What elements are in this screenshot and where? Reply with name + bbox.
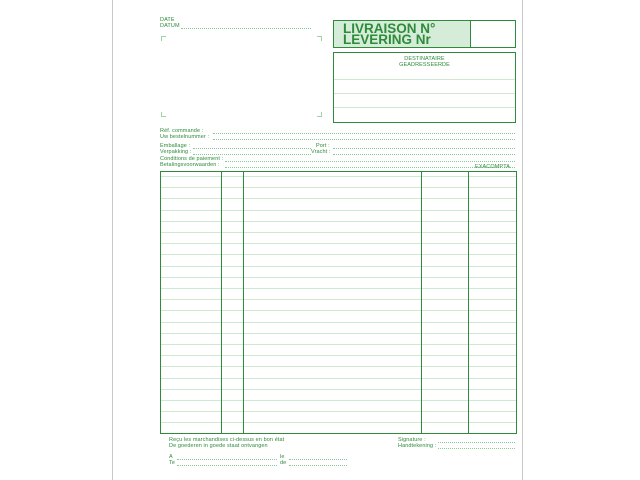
date-line bbox=[289, 459, 347, 460]
corner-mark bbox=[161, 36, 166, 41]
bestelnummer-label: Uw bestelnummer : bbox=[160, 134, 210, 140]
table-rule bbox=[161, 277, 516, 278]
table-rule bbox=[161, 176, 516, 177]
betalings-label: Betalingsvoorwaarden : bbox=[160, 162, 220, 168]
table-rule bbox=[161, 198, 516, 199]
emballage-label: Emballage : bbox=[160, 143, 191, 149]
verpakking-label: Verpakking : bbox=[160, 149, 192, 155]
title-box bbox=[333, 20, 471, 48]
place-line bbox=[177, 465, 277, 466]
date-label: DATE bbox=[160, 17, 175, 23]
table-rule bbox=[161, 378, 516, 379]
signature-line bbox=[438, 442, 515, 443]
de-label: de bbox=[280, 460, 287, 466]
handtekening-label: Handtekening : bbox=[398, 443, 437, 449]
corner-mark bbox=[317, 36, 322, 41]
table-rule bbox=[161, 333, 516, 334]
signature-line bbox=[438, 448, 515, 449]
table-rule bbox=[161, 310, 516, 311]
le-label: le bbox=[280, 454, 285, 460]
vracht-label: Vracht : bbox=[311, 149, 331, 155]
table-rule bbox=[161, 366, 516, 367]
items-table bbox=[160, 171, 517, 434]
emballage-line bbox=[193, 148, 311, 149]
delivery-form bbox=[112, 0, 523, 480]
address-line bbox=[334, 79, 515, 80]
table-rule bbox=[161, 344, 516, 345]
conditions-line bbox=[225, 167, 515, 168]
address-line bbox=[334, 107, 515, 108]
place-line bbox=[177, 459, 277, 460]
table-rule bbox=[161, 210, 516, 211]
conditions-label: Conditions de paiement : bbox=[160, 156, 224, 162]
te-label: Te bbox=[169, 460, 176, 466]
recu-label: Reçu les marchandises ci-dessus en bon état bbox=[169, 437, 285, 443]
title-livraison: LIVRAISON N° bbox=[343, 21, 436, 36]
ref-line bbox=[213, 139, 515, 140]
column-divider bbox=[243, 172, 244, 433]
datum-label: DATUM bbox=[160, 23, 180, 29]
brand-label: EXACOMPTA bbox=[475, 164, 511, 170]
delivery-number-box bbox=[470, 20, 516, 48]
table-rule bbox=[161, 411, 516, 412]
column-divider bbox=[468, 172, 469, 433]
table-rule bbox=[161, 266, 516, 267]
address-line bbox=[334, 93, 515, 94]
destinataire-label: DESTINATAIRE bbox=[404, 56, 445, 62]
corner-mark bbox=[317, 112, 322, 117]
table-rule bbox=[161, 288, 516, 289]
table-rule bbox=[161, 299, 516, 300]
port-label: Port : bbox=[316, 143, 330, 149]
date-line bbox=[181, 28, 311, 29]
table-rule bbox=[161, 254, 516, 255]
date-line bbox=[289, 465, 347, 466]
a-label: A bbox=[169, 454, 173, 460]
title-levering: LEVERING Nr bbox=[343, 32, 431, 47]
table-rule bbox=[161, 389, 516, 390]
ref-line bbox=[213, 133, 515, 134]
table-rule bbox=[161, 187, 516, 188]
table-rule bbox=[161, 232, 516, 233]
emballage-line bbox=[193, 154, 311, 155]
table-rule bbox=[161, 422, 516, 423]
column-divider bbox=[421, 172, 422, 433]
table-rule bbox=[161, 355, 516, 356]
goederen-label: De goederen in goede staat ontvangen bbox=[169, 443, 268, 449]
table-rule bbox=[161, 243, 516, 244]
geadresseerde-label: GEADRESSEERDE bbox=[399, 62, 450, 68]
column-divider bbox=[221, 172, 222, 433]
recipient-box bbox=[333, 52, 516, 123]
port-line bbox=[333, 154, 515, 155]
table-rows bbox=[161, 172, 516, 433]
port-line bbox=[333, 148, 515, 149]
conditions-line bbox=[225, 161, 515, 162]
ref-commande-label: Réf. commande : bbox=[160, 128, 204, 134]
table-rule bbox=[161, 400, 516, 401]
signature-label: Signature : bbox=[398, 437, 426, 443]
table-rule bbox=[161, 221, 516, 222]
corner-mark bbox=[161, 112, 166, 117]
table-rule bbox=[161, 322, 516, 323]
